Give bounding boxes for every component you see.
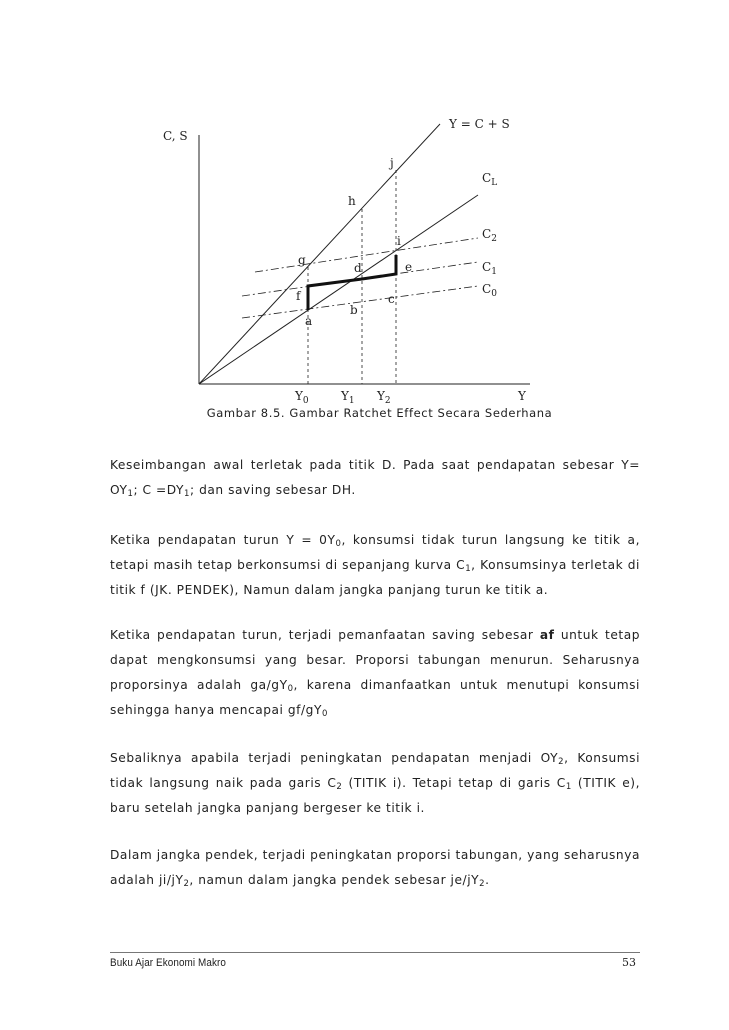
label-c0: $C_0$	[482, 282, 497, 299]
line-y-equals-c-plus-s	[199, 124, 440, 384]
paragraph-4: Sebaliknya apabila terjadi peningkatan pendapatan menjadi $OY_2$, Konsumsi tidak langsung naik pada garis $C_2$ (TITIK i). Tetapi tetap di garis $C_1$ (TITIK e), baru setelah jangka panjang bergeser ke titik i.	[110, 751, 641, 815]
point-d: d	[354, 261, 362, 275]
footer-rule	[110, 952, 640, 953]
line-cl	[199, 195, 478, 384]
point-i: i	[397, 234, 401, 248]
point-j: j	[390, 156, 394, 170]
point-a: a	[305, 314, 313, 328]
paragraph-5: Dalam jangka pendek, terjadi peningkatan proporsi tabungan, yang seharusnya adalah $ji/jY_2$, namun dalam jangka pendek sebesar $je/jY_2$.	[110, 848, 640, 889]
point-h: h	[348, 194, 356, 208]
label-ycs: Y = C + S	[449, 117, 510, 131]
label-c2: $C_2$	[482, 227, 497, 244]
point-b: b	[350, 303, 358, 317]
paragraph-2: Ketika pendapatan turun $Y = 0Y_0$, konsumsi tidak turun langsung ke titik a, tetapi masih tetap berkonsumsi di sepanjang kurva $C_1$, Konsumsinya terletak di titik f (JK. PENDEK), Namun dalam jangka panjang turun ke titik a.	[110, 533, 640, 597]
axis-x-label: Y	[518, 389, 526, 403]
label-c1: $C_1$	[482, 260, 497, 277]
footer-book-title: Buku Ajar Ekonomi Makro	[110, 957, 226, 969]
label-cl: $C_L$	[482, 171, 498, 188]
tick-y2: $Y_2$	[377, 389, 391, 406]
point-c: c	[388, 292, 395, 306]
page-number: 53	[622, 956, 636, 969]
tick-y1: $Y_1$	[341, 389, 355, 406]
figure-caption: Gambar 8.5. Gambar Ratchet Effect Secara Sederhana	[206, 406, 553, 420]
point-f: f	[296, 289, 301, 303]
axis-y-label: C, S	[163, 129, 188, 143]
tick-y0: $Y_0$	[295, 389, 309, 406]
paragraph-3: Ketika pendapatan turun, terjadi pemanfaatan saving sebesar af untuk tetap dapat mengkonsumsi yang besar. Proporsi tabungan menurun. Seharusnya proporsinya adalah $ga/gY_0$, karena dimanfaatkan untuk menutupi konsumsi sehingga hanya mencapai $gf/gY_0$	[110, 628, 640, 719]
paragraph-1: Keseimbangan awal terletak pada titik D. Pada saat pendapatan sebesar $Y= OY_1$; $C =DY_1$; dan saving sebesar DH.	[110, 458, 640, 499]
point-g: g	[298, 253, 306, 267]
ratchet-effect-diagram	[0, 0, 729, 420]
point-e: e	[405, 260, 413, 274]
